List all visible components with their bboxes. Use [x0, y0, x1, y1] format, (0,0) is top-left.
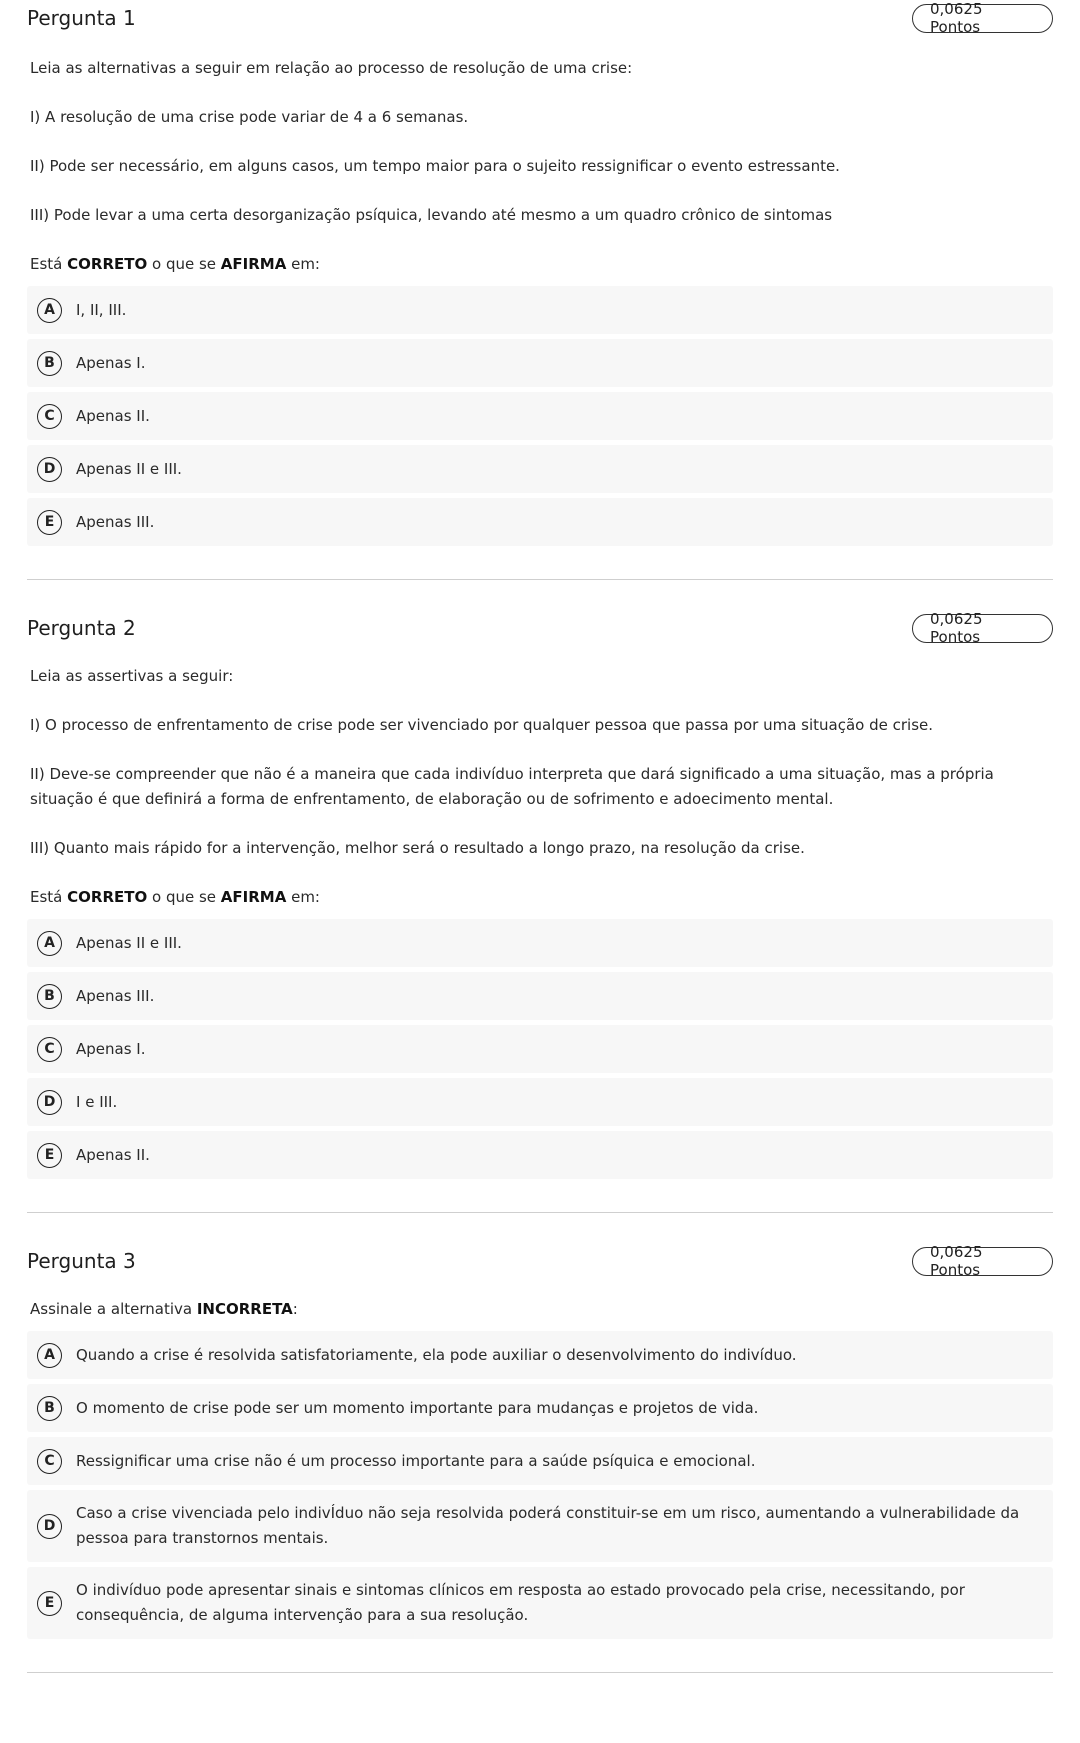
points-badge: 0,0625 Pontos: [912, 614, 1053, 643]
prompt-text: o que se: [147, 888, 221, 906]
prompt-text: em:: [286, 255, 320, 273]
options-list: [27, 919, 1053, 1179]
question-divider: [27, 579, 1053, 580]
prompt-text: Está: [30, 255, 68, 273]
question-2: [27, 610, 1053, 1179]
option-c[interactable]: [27, 1437, 1053, 1485]
option-letter: D: [37, 1090, 62, 1115]
question-paragraph: II) Pode ser necessário, em alguns casos, um tempo maior para o sujeito ressignificar o evento estressante.: [30, 157, 840, 175]
option-text: I, II, III.: [76, 300, 127, 319]
option-letter: A: [37, 298, 62, 323]
option-text: Apenas III.: [76, 986, 155, 1005]
prompt-emphasis: AFIRMA: [220, 255, 287, 273]
option-letter: E: [37, 1591, 62, 1616]
option-text: Apenas I.: [76, 353, 146, 372]
question-2-header: [27, 610, 1053, 646]
question-divider: [27, 1672, 1053, 1673]
question-paragraph: II) Deve-se compreender que não é a maneira que cada indivíduo interpreta que dará significado a uma situação, mas a própria situação é que definirá a forma de enfrentamento, de elaboração ou de sofrimento e adoecimento mental.: [30, 765, 994, 808]
question-prompt: [30, 252, 1050, 277]
option-b[interactable]: [27, 972, 1053, 1020]
question-paragraph: I) A resolução de uma crise pode variar de 4 a 6 semanas.: [30, 108, 469, 126]
prompt-text: o que se: [147, 255, 221, 273]
question-body: [27, 1297, 1053, 1322]
question-title: Pergunta 1: [27, 6, 136, 30]
option-text: Apenas III.: [76, 512, 155, 531]
question-prompt: [30, 1297, 1050, 1322]
option-letter: C: [37, 404, 62, 429]
option-a[interactable]: [27, 286, 1053, 334]
options-list: [27, 286, 1053, 546]
prompt-text: :: [292, 1300, 298, 1318]
option-letter: B: [37, 351, 62, 376]
option-text: Apenas II e III.: [76, 459, 182, 478]
prompt-emphasis: INCORRETA: [196, 1300, 293, 1318]
question-paragraph: I) O processo de enfrentamento de crise pode ser vivenciado por qualquer pessoa que passa por uma situação de crise.: [30, 716, 934, 734]
question-3-header: [27, 1243, 1053, 1279]
question-paragraph: Leia as alternativas a seguir em relação ao processo de resolução de uma crise:: [30, 59, 633, 77]
prompt-emphasis: AFIRMA: [220, 888, 287, 906]
option-d[interactable]: [27, 445, 1053, 493]
question-body: [27, 56, 1053, 277]
option-letter: A: [37, 1343, 62, 1368]
option-letter: B: [37, 1396, 62, 1421]
question-paragraph: III) Pode levar a uma certa desorganização psíquica, levando até mesmo a um quadro crônico de sintomas: [30, 206, 833, 224]
question-1-header: [27, 0, 1053, 36]
question-prompt: [30, 885, 1050, 910]
option-d[interactable]: [27, 1078, 1053, 1126]
option-text: Apenas II e III.: [76, 933, 182, 952]
option-text: I e III.: [76, 1092, 118, 1111]
option-a[interactable]: [27, 919, 1053, 967]
option-letter: D: [37, 457, 62, 482]
option-letter: E: [37, 1143, 62, 1168]
option-text: Apenas I.: [76, 1039, 146, 1058]
prompt-emphasis: CORRETO: [67, 888, 148, 906]
option-a[interactable]: [27, 1331, 1053, 1379]
question-paragraph: III) Quanto mais rápido for a intervenção, melhor será o resultado a longo prazo, na resolução da crise.: [30, 839, 805, 857]
option-c[interactable]: [27, 1025, 1053, 1073]
option-letter: A: [37, 931, 62, 956]
option-letter: E: [37, 510, 62, 535]
option-text: Caso a crise vivenciada pelo indivÍduo não seja resolvida poderá constituir-se em um risco, aumentando a vulnerabilidade da pessoa para transtornos mentais.: [76, 1504, 1020, 1547]
points-badge: 0,0625 Pontos: [912, 4, 1053, 33]
option-letter: C: [37, 1449, 62, 1474]
prompt-text: em:: [286, 888, 320, 906]
option-letter: D: [37, 1514, 62, 1539]
prompt-text: Assinale a alternativa: [30, 1300, 197, 1318]
option-d[interactable]: [27, 1490, 1053, 1562]
question-title: Pergunta 3: [27, 1249, 136, 1273]
option-b[interactable]: [27, 1384, 1053, 1432]
option-text: Ressignificar uma crise não é um processo importante para a saúde psíquica e emocional.: [76, 1451, 756, 1470]
options-list: [27, 1331, 1053, 1639]
question-body: [27, 664, 1053, 910]
question-title: Pergunta 2: [27, 616, 136, 640]
prompt-emphasis: CORRETO: [67, 255, 148, 273]
question-divider: [27, 1212, 1053, 1213]
question-paragraph: Leia as assertivas a seguir:: [30, 667, 234, 685]
option-text: O momento de crise pode ser um momento importante para mudanças e projetos de vida.: [76, 1398, 759, 1417]
option-letter: B: [37, 984, 62, 1009]
question-3: [27, 1243, 1053, 1639]
question-1: [27, 0, 1053, 546]
option-c[interactable]: [27, 392, 1053, 440]
option-b[interactable]: [27, 339, 1053, 387]
option-text: Apenas II.: [76, 1145, 150, 1164]
option-letter: C: [37, 1037, 62, 1062]
prompt-text: Está: [30, 888, 68, 906]
option-text: Apenas II.: [76, 406, 150, 425]
option-e[interactable]: [27, 1567, 1053, 1639]
option-e[interactable]: [27, 1131, 1053, 1179]
option-e[interactable]: [27, 498, 1053, 546]
points-badge: 0,0625 Pontos: [912, 1247, 1053, 1276]
option-text: Quando a crise é resolvida satisfatoriamente, ela pode auxiliar o desenvolvimento do indivíduo.: [76, 1345, 797, 1364]
option-text: O indivíduo pode apresentar sinais e sintomas clínicos em resposta ao estado provocado pela crise, necessitando, por consequência, de alguma intervenção para a sua resolução.: [76, 1581, 965, 1624]
